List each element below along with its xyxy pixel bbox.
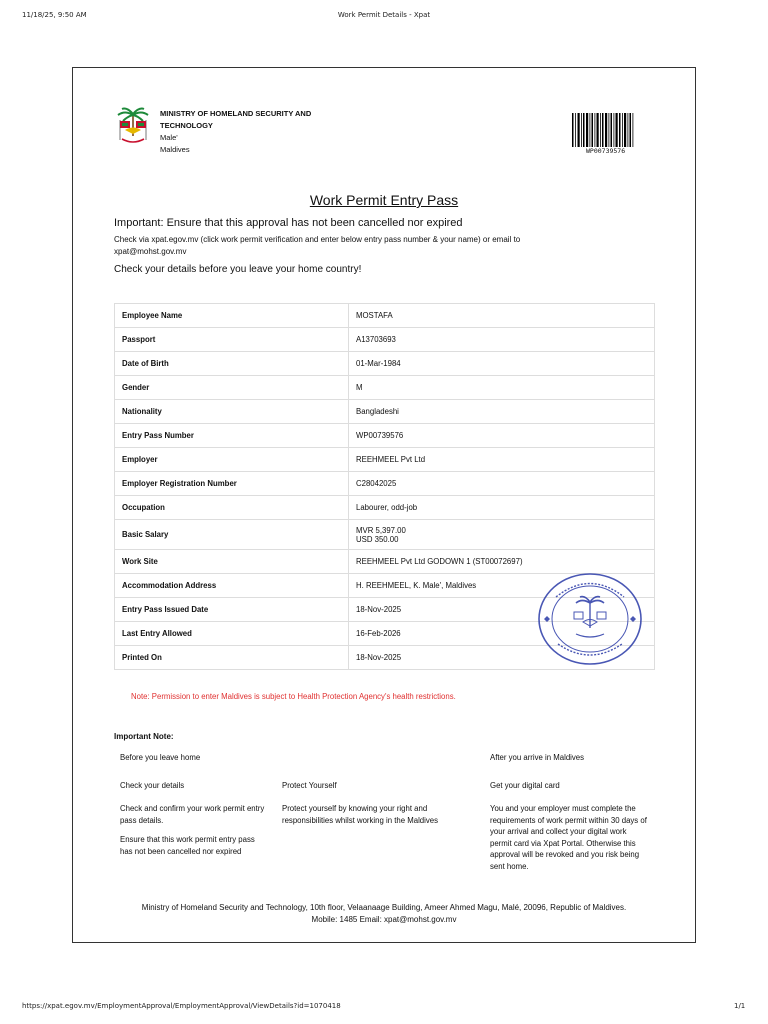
print-page-number: 1/1 <box>734 1002 746 1010</box>
detail-value: Labourer, odd-job <box>356 503 418 512</box>
check-title: Check your details <box>120 781 185 790</box>
verification-instructions: Check via xpat.egov.mv (click work permit verification and enter below entry pass number & your name) or email to xpat@mohst.gov.mv <box>114 235 521 256</box>
footer-contact: Mobile: 1485 Email: xpat@mohst.gov.mv <box>311 914 457 924</box>
detail-label: Employee Name <box>115 304 349 328</box>
table-row <box>115 550 655 574</box>
detail-value: C28042025 <box>356 479 397 488</box>
detail-value: WP00739576 <box>356 431 404 440</box>
protect-title: Protect Yourself <box>282 781 337 790</box>
table-row <box>115 352 655 376</box>
detail-label: Entry Pass Issued Date <box>115 598 349 622</box>
detail-value: 18-Nov-2025 <box>356 653 402 662</box>
detail-label: Basic Salary <box>115 520 349 550</box>
ministry-address <box>160 108 335 156</box>
ministry-footer <box>100 902 668 925</box>
check-paragraph-2: Ensure that this work permit entry pass has not been cancelled nor expired <box>120 835 255 856</box>
table-row <box>115 424 655 448</box>
detail-value-cell <box>349 472 655 496</box>
detail-value: 01-Mar-1984 <box>356 359 401 368</box>
protect-paragraph: Protect yourself by knowing your right and responsibilities whilst working in the Maldives <box>282 804 439 825</box>
ministry-name: MINISTRY OF HOMELAND SECURITY AND TECHNOLOGY <box>160 109 312 130</box>
detail-label: Passport <box>115 328 349 352</box>
detail-value: REEHMEEL Pvt Ltd GODOWN 1 (ST00072697) <box>356 557 523 566</box>
official-stamp-icon <box>536 572 644 668</box>
detail-value-cell <box>349 424 655 448</box>
detail-label: Gender <box>115 376 349 400</box>
detail-value: 16-Feb-2026 <box>356 629 401 638</box>
footer-address: Ministry of Homeland Security and Technology, 10th floor, Velaanaage Building, Ameer Ahmed Magu, Malé, 20096, Republic of Maldives. <box>141 903 627 912</box>
detail-value-cell <box>349 304 655 328</box>
table-row <box>115 472 655 496</box>
detail-label: Nationality <box>115 400 349 424</box>
print-title: Work Permit Details - Xpat <box>337 11 431 19</box>
detail-value-cell <box>349 448 655 472</box>
detail-value: 18-Nov-2025 <box>356 605 402 614</box>
maldives-emblem-icon <box>113 106 153 148</box>
detail-label: Occupation <box>115 496 349 520</box>
table-row <box>115 328 655 352</box>
page-title: Work Permit Entry Pass <box>309 192 459 208</box>
after-heading: After you arrive in Maldives <box>490 753 585 762</box>
detail-label: Employer Registration Number <box>115 472 349 496</box>
table-row <box>115 304 655 328</box>
check-paragraph-1: Check and confirm your work permit entry pass details. <box>120 804 265 825</box>
barcode-number: WP00739576 <box>586 147 626 155</box>
detail-value: REEHMEEL Pvt Ltd <box>356 455 426 464</box>
detail-value-secondary: USD 350.00 <box>356 534 399 544</box>
detail-value: Bangladeshi <box>356 407 399 416</box>
table-row <box>115 496 655 520</box>
detail-label: Last Entry Allowed <box>115 622 349 646</box>
detail-label: Accommodation Address <box>115 574 349 598</box>
detail-value-cell <box>349 400 655 424</box>
table-row <box>115 448 655 472</box>
detail-label: Entry Pass Number <box>115 424 349 448</box>
card-title: Get your digital card <box>490 781 560 790</box>
detail-value-cell <box>349 328 655 352</box>
health-restriction-note: Note: Permission to enter Maldives is subject to Health Protection Agency's health restrictions. <box>131 692 456 701</box>
print-url: https://xpat.egov.mv/EmploymentApproval/EmploymentApproval/ViewDetails?id=1070418 <box>22 1002 341 1010</box>
detail-label: Employer <box>115 448 349 472</box>
detail-value: H. REEHMEEL, K. Male', Maldives <box>356 581 477 590</box>
print-datetime: 11/18/25, 9:50 AM <box>22 11 87 19</box>
detail-value: MOSTAFA <box>356 311 393 320</box>
card-paragraph: You and your employer must complete the requirements of work permit within 30 days of your arrival and collect your digital work permit card via Xpat Portal. Otherwise this approval will be revoked and you risk being sent home. <box>490 804 647 871</box>
important-note-heading: Important Note: <box>114 732 174 741</box>
table-row <box>115 520 655 550</box>
ministry-city: Male' <box>160 133 178 142</box>
detail-value: M <box>356 383 363 392</box>
before-heading: Before you leave home <box>120 753 201 762</box>
detail-value-cell <box>349 376 655 400</box>
detail-value: MVR 5,397.00 <box>356 525 406 535</box>
detail-value-cell <box>349 550 655 574</box>
detail-value-cell <box>349 352 655 376</box>
detail-value-cell <box>349 520 655 550</box>
detail-label: Printed On <box>115 646 349 670</box>
barcode <box>570 113 636 147</box>
detail-value: A13703693 <box>356 335 396 344</box>
ministry-country: Maldives <box>160 145 190 154</box>
check-details-notice: Check your details before you leave your home country! <box>114 264 362 275</box>
table-row <box>115 376 655 400</box>
detail-label: Date of Birth <box>115 352 349 376</box>
important-warning: Important: Ensure that this approval has not been cancelled nor expired <box>114 217 463 229</box>
detail-value-cell <box>349 496 655 520</box>
table-row <box>115 400 655 424</box>
detail-label: Work Site <box>115 550 349 574</box>
